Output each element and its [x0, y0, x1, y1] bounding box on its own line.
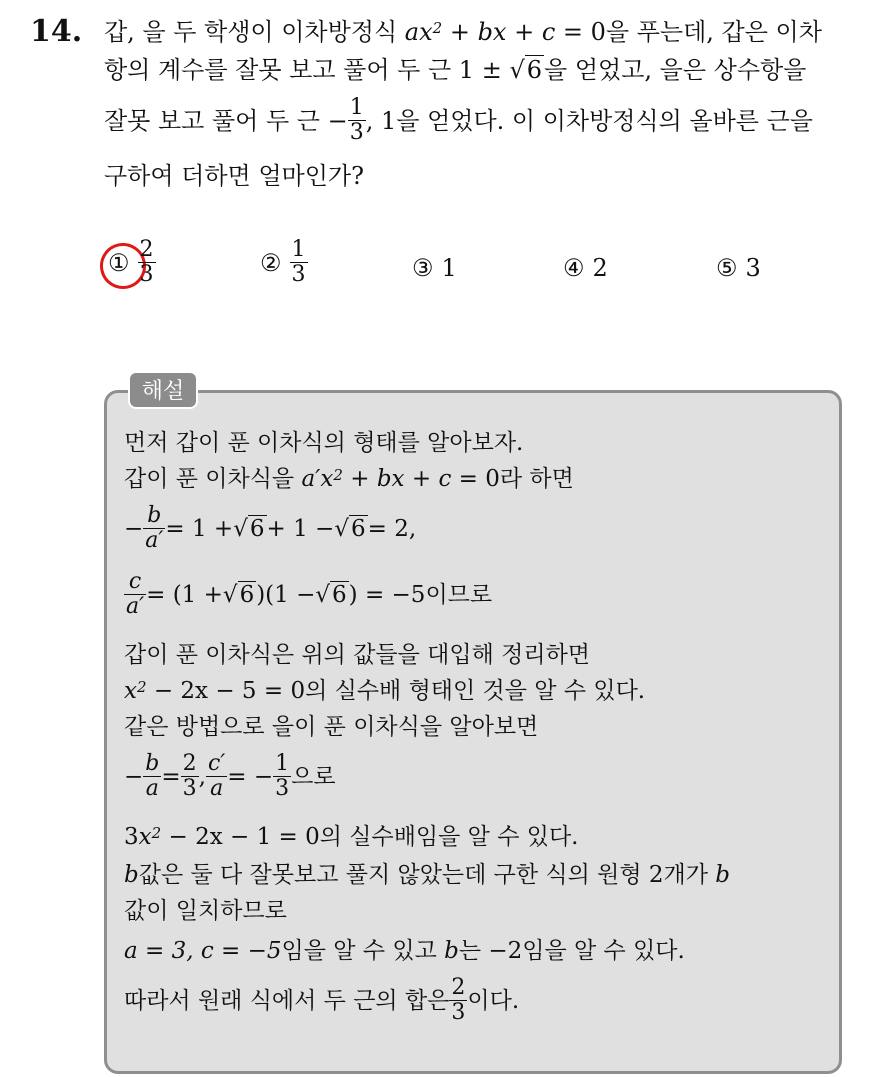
fraction	[181, 752, 199, 801]
solution-line-13	[124, 976, 519, 1025]
numerator: 1	[275, 751, 290, 776]
text: 값은 둘 다 잘못보고 풀지 않았는데 구한 식의 원형 2개가	[138, 862, 716, 888]
text: +	[442, 18, 478, 46]
text: = 2,	[367, 515, 417, 542]
fraction	[449, 976, 467, 1025]
denominator: a	[145, 776, 159, 801]
fraction	[348, 96, 366, 145]
denominator: 3	[139, 262, 154, 287]
radicand: 6	[350, 515, 366, 542]
fraction	[124, 570, 146, 619]
denominator: 3	[182, 776, 197, 801]
fraction	[143, 504, 165, 553]
choice-4[interactable]	[563, 254, 608, 282]
text: +	[404, 466, 439, 492]
fraction	[143, 752, 161, 801]
numerator: c	[124, 570, 146, 595]
choice-1[interactable]	[108, 238, 156, 287]
text: ) = −5	[348, 581, 426, 608]
math-bx: bx	[376, 466, 405, 492]
sqrt: √6	[334, 515, 366, 542]
choice-mark: ①	[108, 248, 130, 277]
choice-mark: ③	[412, 254, 434, 282]
choice-3[interactable]	[412, 254, 457, 282]
question-line-4: 구하여 더하면 얼마인가?	[104, 162, 364, 190]
text: = 1 +	[165, 515, 234, 542]
text: −	[124, 763, 144, 790]
solution-tag: 해설	[128, 371, 198, 409]
denominator: a′	[145, 528, 164, 553]
solution-line-8	[124, 752, 336, 801]
text: 항의 계수를 잘못 보고 풀어 두 근 1 ±	[104, 56, 510, 84]
text: 잘못 보고 풀어 두 근 −	[104, 106, 348, 135]
question-line-3	[104, 96, 813, 145]
numerator: b	[145, 751, 160, 776]
math-b: b	[444, 938, 459, 964]
solution-line-4	[124, 570, 492, 619]
numerator: 2	[182, 751, 197, 776]
math-x2: $x^2$	[138, 824, 162, 850]
text: 갑이 푼 이차식을	[124, 466, 302, 492]
numerator: c′	[207, 751, 226, 776]
denominator: 3	[349, 120, 364, 145]
numerator: 2	[451, 975, 466, 1000]
math-c: c	[438, 466, 452, 492]
sqrt: √6	[315, 581, 347, 608]
text: + 1 −	[266, 515, 335, 542]
math-x2: $x^2$	[124, 678, 147, 704]
fraction	[273, 752, 291, 801]
text: +	[342, 466, 377, 492]
text: )(1 −	[256, 581, 316, 608]
question-number: 14.	[30, 14, 83, 49]
text: 을 얻었고, 을은 상수항을	[544, 56, 807, 84]
solution-line-1: 먼저 갑이 푼 이차식의 형태를 알아보자.	[124, 430, 524, 456]
math-b: b	[124, 862, 139, 888]
text: 이다.	[467, 987, 520, 1014]
text: = 0라 하면	[451, 466, 574, 492]
text: = (1 +	[146, 581, 223, 608]
radicand: 6	[239, 581, 255, 608]
solution-line-2	[124, 464, 574, 494]
choice-value: 2	[592, 254, 608, 282]
choice-mark: ②	[260, 248, 282, 277]
sqrt: √6	[509, 56, 543, 84]
solution-line-3	[124, 504, 416, 553]
question-line-2	[104, 54, 806, 86]
text: 의 실수배 형태인 것을 알 수 있다.	[305, 678, 646, 704]
text: 는 −2	[458, 938, 523, 964]
math-b: b	[715, 862, 731, 888]
choice-5[interactable]	[716, 254, 761, 282]
numerator: 1	[291, 237, 306, 262]
sqrt: √6	[233, 515, 265, 542]
choice-2[interactable]	[260, 238, 308, 287]
text: −	[124, 515, 144, 542]
text: 이므로	[425, 581, 493, 608]
text: 의 실수배임을 알 수 있다.	[319, 824, 579, 850]
solution-line-12	[124, 936, 685, 966]
sqrt: √6	[222, 581, 255, 608]
fraction	[206, 752, 227, 801]
text: 임을 알 수 있다.	[522, 938, 685, 964]
text: − 2x − 1 = 0	[161, 824, 320, 850]
text: ,	[198, 763, 206, 790]
text: , 1을 얻었다. 이 이차방정식의 올바른 근을	[365, 106, 813, 135]
text: 으로	[291, 763, 336, 790]
math-c: c	[541, 18, 556, 46]
solution-line-6	[124, 676, 645, 706]
numerator: 2	[139, 237, 154, 262]
fraction	[138, 238, 156, 287]
math-a-prime-x2: $a'x^2$	[301, 466, 343, 492]
denominator: a	[210, 776, 224, 801]
fraction	[290, 238, 308, 287]
text: − 2x − 5 = 0	[146, 678, 306, 704]
solution-line-10	[124, 860, 730, 890]
math-values: a = 3, c = −5	[124, 938, 282, 964]
text: 임을 알 수 있고	[281, 938, 445, 964]
text: =	[161, 763, 181, 790]
numerator: b	[143, 504, 165, 529]
math-ax2: $ax^2$	[404, 18, 443, 46]
radicand: 6	[332, 581, 347, 608]
choice-value: 1	[441, 254, 457, 282]
text: 갑, 을 두 학생이 이차방정식	[104, 18, 405, 46]
solution-line-5: 갑이 푼 이차식은 위의 값들을 대입해 정리하면	[124, 642, 591, 668]
radicand: 6	[249, 515, 265, 542]
question-line-1	[104, 16, 822, 48]
text: +	[506, 18, 542, 46]
numerator: 1	[349, 95, 364, 120]
radicand: 6	[526, 56, 543, 84]
text: = 0을 푸는데, 갑은 이차	[555, 18, 822, 46]
solution-line-9	[124, 822, 578, 852]
denominator: a′	[126, 594, 145, 619]
math-bx: bx	[477, 18, 507, 46]
solution-line-11: 값이 일치하므로	[124, 898, 287, 924]
denominator: 3	[291, 262, 306, 287]
denominator: 3	[275, 776, 290, 801]
solution-line-7: 같은 방법으로 을이 푼 이차식을 알아보면	[124, 714, 539, 740]
text: 3	[124, 824, 139, 850]
denominator: 3	[451, 1000, 466, 1025]
choice-mark: ⑤	[716, 254, 738, 282]
text: = −	[227, 763, 274, 790]
choice-mark: ④	[563, 254, 585, 282]
choice-value: 3	[745, 254, 761, 282]
text: 따라서 원래 식에서 두 근의 합은	[124, 987, 450, 1014]
